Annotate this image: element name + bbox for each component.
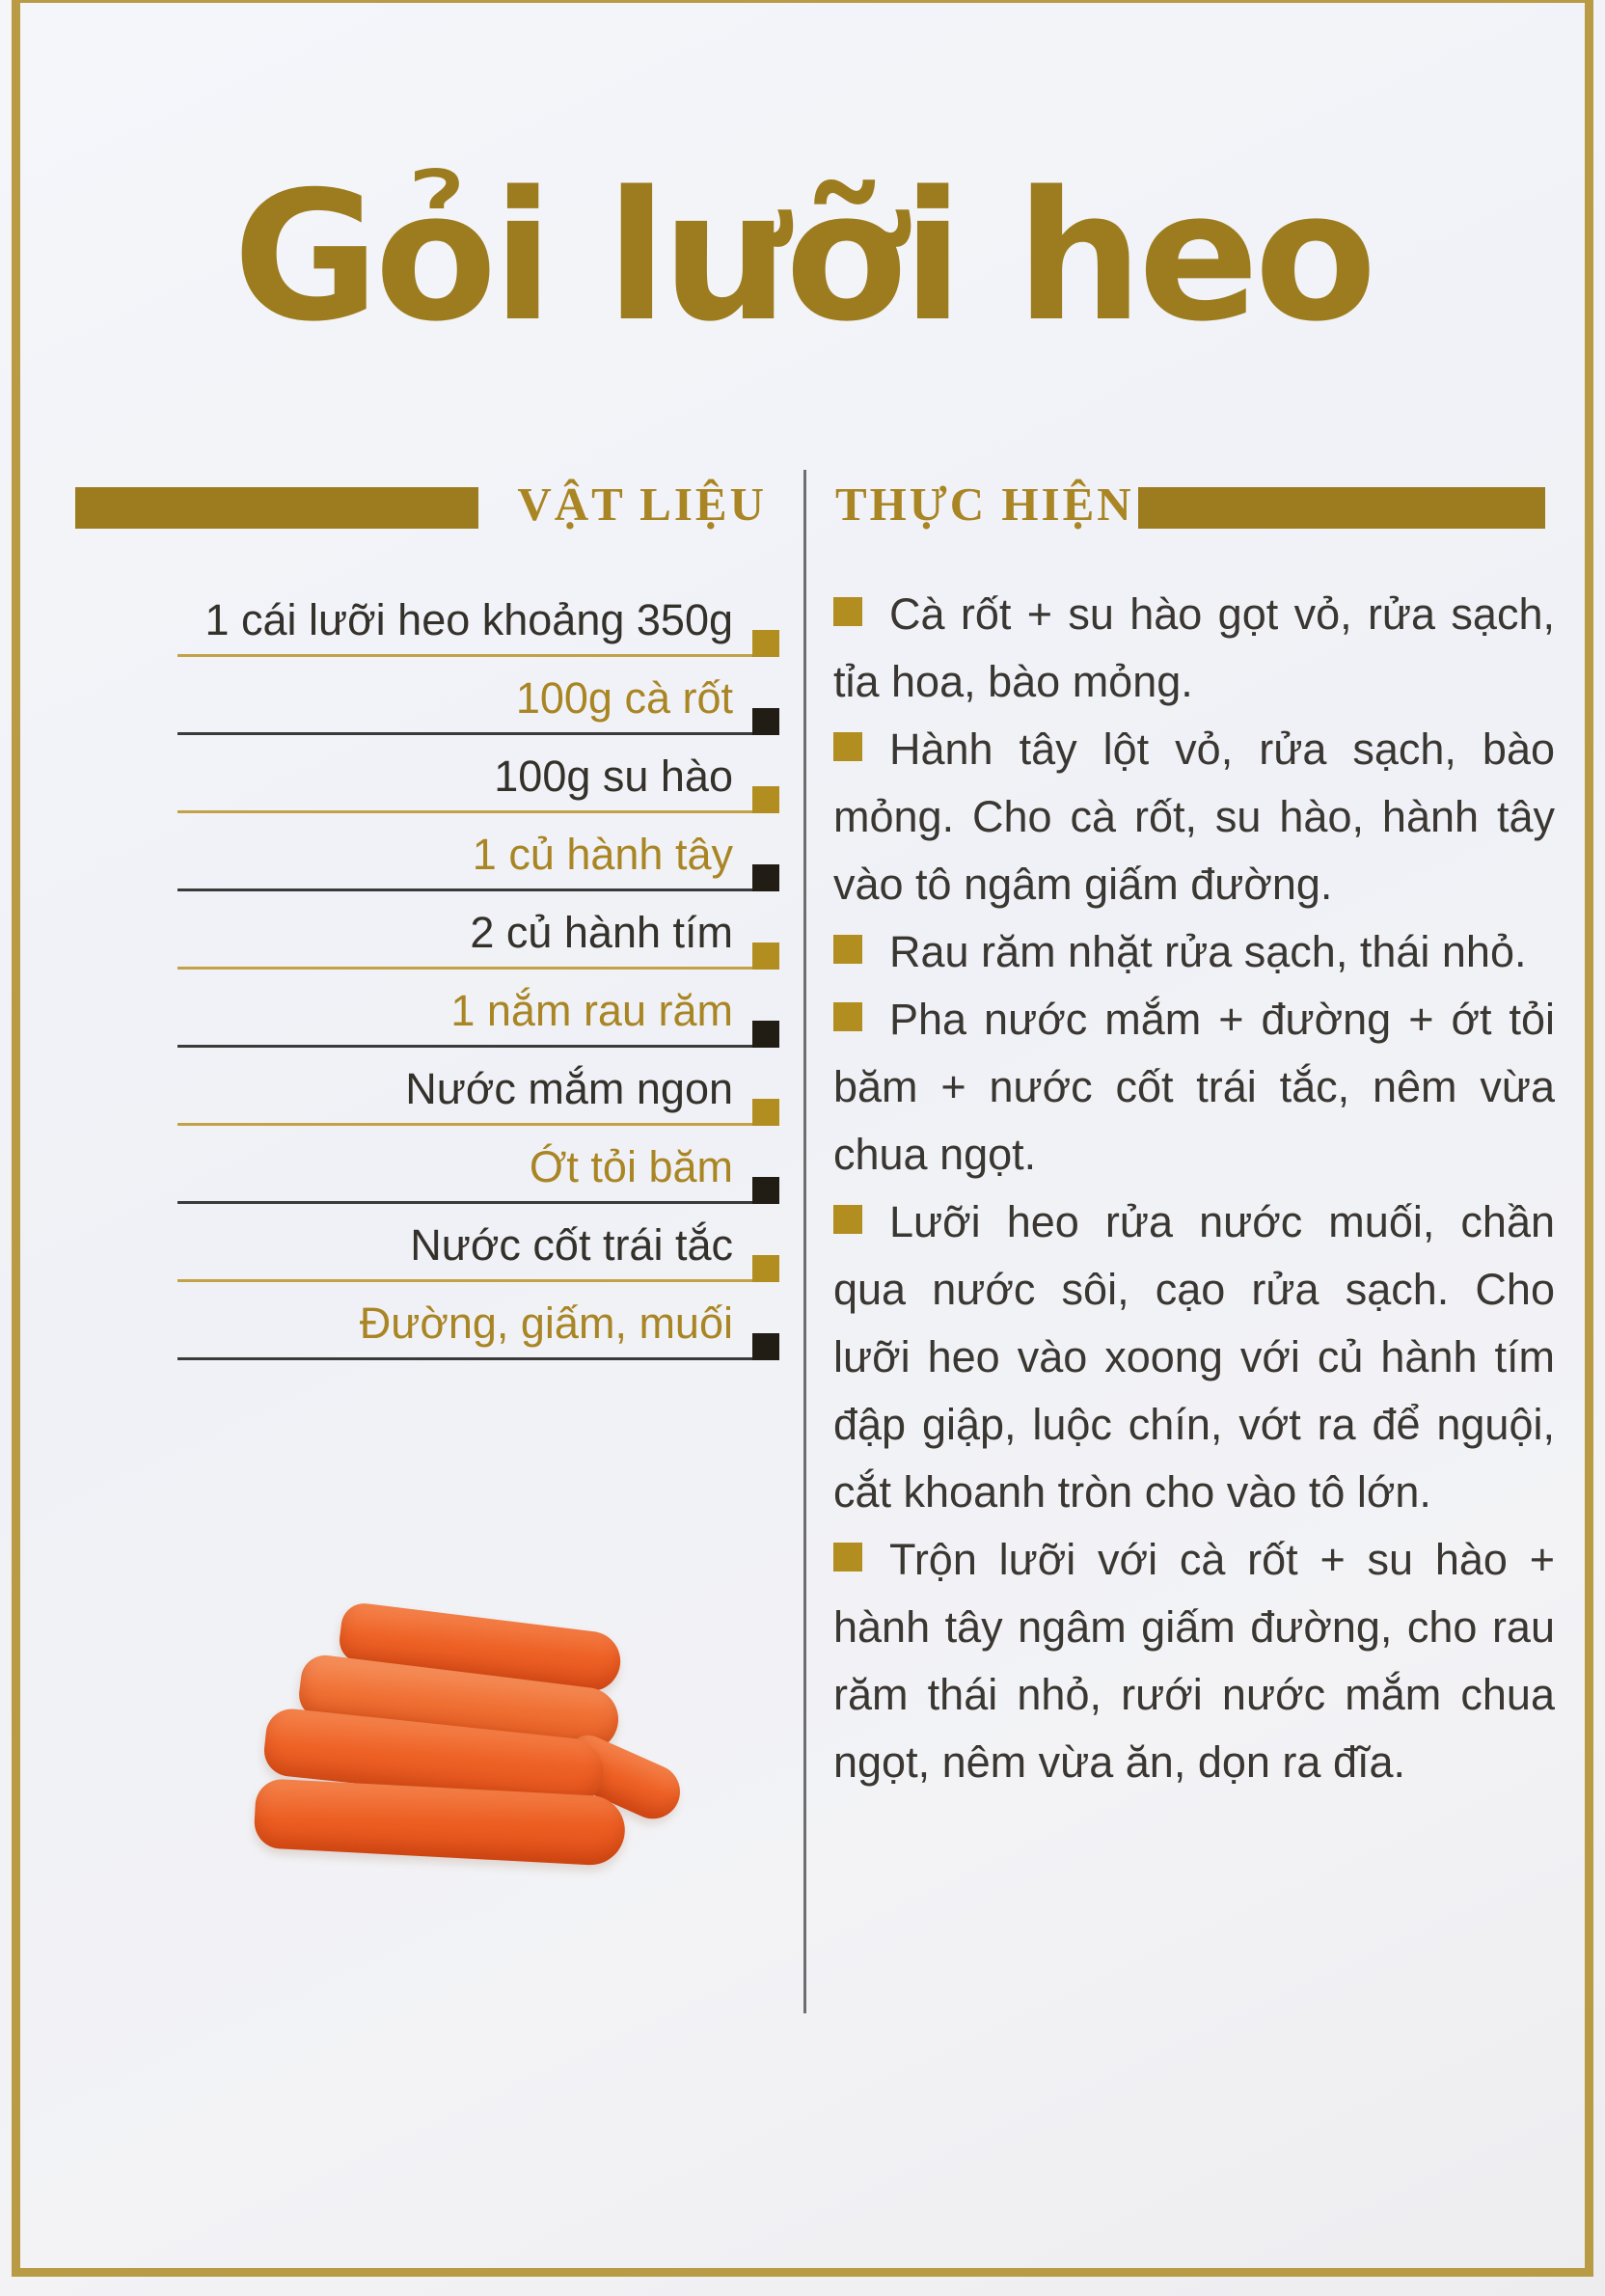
direction-step [833,716,1555,918]
direction-step [833,1526,1555,1796]
ingredient-bullet-square [752,1099,779,1126]
step-bullet-square-icon [833,1002,862,1031]
ingredient-underline [177,967,752,970]
ingredient-text: 1 cái lưỡi heo khoảng 350g [204,595,733,644]
recipe-title: Gỏi lưỡi heo [232,152,1373,361]
ingredient-bullet-square [752,786,779,813]
step-bullet-square-icon [833,935,862,964]
step-text: Trộn lưỡi với cà rốt + su hào + hành tây ngâm giấm đường, cho rau răm thái nhỏ, rưới nước mắm chua ngọt, nêm vừa ăn, dọn ra đĩa. [833,1535,1555,1787]
ingredient-row [77,1137,779,1216]
ingredient-underline [177,732,752,735]
ingredient-underline [177,1279,752,1282]
ingredient-row [77,669,779,747]
ingredient-text: 1 nắm rau răm [450,986,733,1035]
step-text: Lưỡi heo rửa nước muối, chần qua nước sôi, cạo rửa sạch. Cho lưỡi heo vào xoong với củ hành tím đập giập, luộc chín, vớt ra để nguội, cắt khoanh tròn cho vào tô lớn. [833,1197,1555,1517]
ingredient-underline [177,1123,752,1126]
ingredient-row [77,1294,779,1372]
ingredient-underline [177,1045,752,1048]
ingredient-row [77,747,779,825]
ingredient-text: 100g cà rốt [515,673,733,723]
ingredient-bullet-square [752,1333,779,1360]
gold-bar-left [75,487,478,529]
step-text: Hành tây lột vỏ, rửa sạch, bào mỏng. Cho cà rốt, su hào, hành tây vào tô ngâm giấm đường. [833,724,1555,909]
ingredient-bullet-square [752,1255,779,1282]
ingredient-bullet-square [752,943,779,970]
ingredient-text: Nước cốt trái tắc [410,1220,733,1270]
ingredient-bullet-square [752,1177,779,1204]
ingredient-bullet-square [752,630,779,657]
ingredients-header: VẬT LIỆU [517,478,767,531]
column-divider [803,470,806,2013]
step-bullet-square-icon [833,1543,862,1572]
ingredient-text: Đường, giấm, muối [359,1298,733,1348]
ingredient-underline [177,888,752,891]
step-bullet-square-icon [833,597,862,626]
ingredient-underline [177,810,752,813]
ingredient-text: Ớt tỏi băm [529,1142,733,1191]
ingredient-bullet-square [752,1021,779,1048]
ingredient-underline [177,1357,752,1360]
step-bullet-square-icon [833,732,862,761]
step-text: Rau răm nhặt rửa sạch, thái nhỏ. [889,927,1527,976]
direction-step [833,1189,1555,1526]
carrots-photo [251,1597,675,1896]
ingredient-row [77,590,779,669]
direction-step [833,581,1555,716]
step-bullet-square-icon [833,1205,862,1234]
gold-bar-right [1138,487,1545,529]
step-text: Cà rốt + su hào gọt vỏ, rửa sạch, tỉa hoa, bào mỏng. [833,589,1555,706]
ingredients-list [77,590,779,1372]
ingredient-underline [177,654,752,657]
ingredient-text: 1 củ hành tây [472,830,733,879]
direction-step [833,918,1555,986]
directions-header: THỰC HIỆN [835,478,1134,531]
ingredient-text: Nước mắm ngon [405,1064,733,1113]
ingredient-row [77,903,779,981]
ingredient-bullet-square [752,864,779,891]
ingredient-underline [177,1201,752,1204]
ingredient-row [77,1059,779,1137]
ingredient-row [77,1216,779,1294]
ingredient-text: 100g su hào [494,752,733,801]
direction-step [833,986,1555,1189]
ingredient-text: 2 củ hành tím [470,908,733,957]
ingredient-row [77,825,779,903]
step-text: Pha nước mắm + đường + ớt tỏi băm + nước cốt trái tắc, nêm vừa chua ngọt. [833,995,1555,1179]
ingredient-row [77,981,779,1059]
directions-list [833,581,1555,1796]
ingredient-bullet-square [752,708,779,735]
